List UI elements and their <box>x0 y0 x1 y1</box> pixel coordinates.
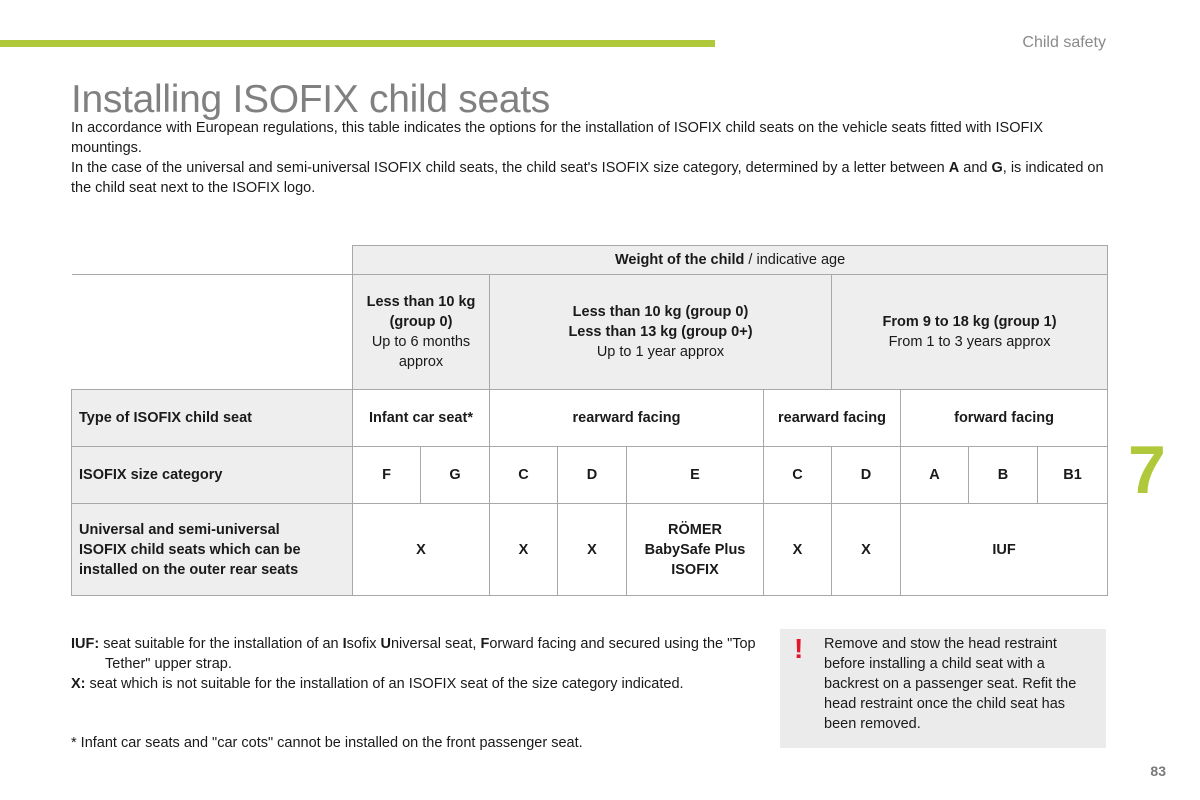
group-1-cell <box>832 275 1108 390</box>
intro-paragraph-1: In accordance with European regulations, this table indicates the options for the installation of ISOFIX child seats on the vehicle seats fitted with ISOFIX mountings. <box>71 120 1044 156</box>
intro-paragraph-2 <box>71 158 1111 198</box>
chapter-number: 7 <box>1128 432 1166 508</box>
table-cell: X <box>490 504 558 596</box>
iuf-note <box>71 634 761 674</box>
table-row <box>72 504 1108 596</box>
group-age: approx <box>398 354 444 370</box>
weight-header-bold: Weight of the child <box>614 252 745 268</box>
x-label: X: <box>71 676 86 692</box>
note-text: seat suitable for the installation of an <box>99 636 343 652</box>
table-row <box>72 447 1108 504</box>
row-label-line: ISOFIX child seats which can be <box>79 541 301 558</box>
header-accent-bar <box>0 40 715 47</box>
letter-g: G <box>991 160 1003 176</box>
group-heading: Less than 10 kg (group 0) <box>572 304 749 320</box>
table-cell: D <box>558 447 627 504</box>
note-letter: U <box>380 636 391 652</box>
table-cell: X <box>832 504 901 596</box>
page-number: 83 <box>1150 763 1166 779</box>
table-cell: forward facing <box>901 390 1108 447</box>
table-cell: C <box>764 447 832 504</box>
table-cell: E <box>627 447 764 504</box>
romer-line: RÖMER <box>668 521 722 538</box>
romer-line: ISOFIX <box>671 561 719 578</box>
letter-a: A <box>948 160 960 176</box>
row-label-universal <box>72 504 353 596</box>
group-age: From 1 to 3 years approx <box>888 334 1051 350</box>
group-heading: Less than 10 kg <box>366 294 476 310</box>
exclamation-icon: ! <box>794 633 804 664</box>
row-label-seat-type: Type of ISOFIX child seat <box>72 390 353 447</box>
intro-text-part: , is indicated on the child seat next to the ISOFIX logo. <box>71 160 1104 196</box>
weight-header <box>353 246 1108 275</box>
iuf-label: IUF: <box>71 636 100 652</box>
row-label-line: installed on the outer rear seats <box>79 561 299 578</box>
table-cell: G <box>421 447 490 504</box>
table-cell: IUF <box>901 504 1108 596</box>
note-text: niversal seat, <box>390 636 481 652</box>
intro-text <box>71 118 1111 198</box>
group-heading: Less than 13 kg (group 0+) <box>568 324 753 340</box>
intro-text-part: In the case of the universal and semi-universal ISOFIX child seats, the child seat's ISOFIX size category, determined by a letter between <box>71 160 949 176</box>
row-label-size-category: ISOFIX size category <box>72 447 353 504</box>
note-text: orward facing and secured using the "Top Tether" upper strap. <box>105 636 756 672</box>
note-text: seat which is not suitable for the installation of an ISOFIX seat of the size category indicated. <box>85 676 684 692</box>
table-cell: B <box>969 447 1038 504</box>
table-cell: X <box>353 504 490 596</box>
warning-text: Remove and stow the head restraint before installing a child seat with a backrest on a passenger seat. Refit the head restraint once the child seat has been removed. <box>824 636 1077 732</box>
group-0plus-cell <box>490 275 832 390</box>
romer-cell <box>627 504 764 596</box>
section-title: Child safety <box>1022 34 1106 51</box>
x-note <box>71 674 761 694</box>
group-age: Up to 1 year approx <box>596 344 725 360</box>
table-cell: Infant car seat* <box>353 390 490 447</box>
table-row <box>72 390 1108 447</box>
table-corner <box>72 275 353 390</box>
table-cell: A <box>901 447 969 504</box>
table-cell: C <box>490 447 558 504</box>
table-cell: F <box>353 447 421 504</box>
table-corner <box>72 246 353 275</box>
table-header-row <box>72 246 1108 275</box>
group-0-cell <box>353 275 490 390</box>
isofix-table <box>71 245 1108 596</box>
table-cell: rearward facing <box>490 390 764 447</box>
note-letter: I <box>342 636 347 652</box>
row-label-line: Universal and semi-universal <box>79 521 280 538</box>
table-cell: B1 <box>1038 447 1108 504</box>
footnote: * Infant car seats and "car cots" cannot be installed on the front passenger seat. <box>71 735 583 751</box>
warning-box <box>780 629 1106 748</box>
table-cell: D <box>832 447 901 504</box>
note-text: sofix <box>346 636 381 652</box>
romer-line: BabySafe Plus <box>644 541 746 558</box>
legend-notes <box>71 634 761 753</box>
group-heading: From 9 to 18 kg (group 1) <box>882 314 1057 330</box>
group-age: Up to 6 months <box>371 334 471 350</box>
intro-text-part: and <box>959 160 992 176</box>
table-cell: rearward facing <box>764 390 901 447</box>
table-cell: X <box>764 504 832 596</box>
group-heading: (group 0) <box>389 314 453 330</box>
weight-header-rest: / indicative age <box>744 252 846 268</box>
note-letter: F <box>480 636 490 652</box>
table-group-row <box>72 275 1108 390</box>
page-title: Installing ISOFIX child seats <box>71 78 551 121</box>
table-cell: X <box>558 504 627 596</box>
